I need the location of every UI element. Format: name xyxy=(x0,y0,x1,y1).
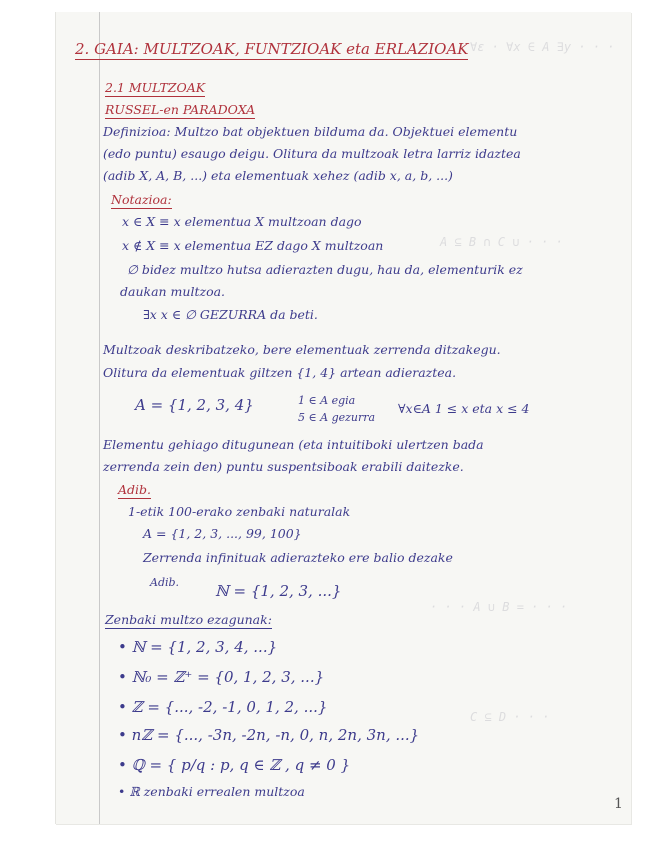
example-forall: ∀x∈A 1 ≤ x eta x ≤ 4 xyxy=(398,401,530,416)
notation-line: ∃x x ∈ ∅ GEZURRA da beti. xyxy=(143,307,318,322)
adib-label: Adib. xyxy=(150,576,180,589)
adib-line: A = {1, 2, 3, ..., 99, 100} xyxy=(143,526,302,541)
bleed-through: ∀ε · ∀x ∈ A ∃y · · · xyxy=(470,40,615,54)
page-title: 2. GAIA: MULTZOAK, FUNTZIOAK eta ERLAZIOAK xyxy=(75,40,469,58)
notation-line: x ∉ X ≡ x elementua EZ dago X multzoan xyxy=(122,238,384,253)
known-set: • ℚ = { p/q : p, q ∈ ℤ , q ≠ 0 } xyxy=(118,756,351,774)
known-set: • ℕ₀ = ℤ⁺ = {0, 1, 2, 3, ...} xyxy=(118,668,325,686)
adib-line: Zerrenda infinituak adierazteko ere balio dezake xyxy=(143,550,453,565)
describe-line: Olitura da elementuak giltzen {1, 4} artean adieraztea. xyxy=(103,365,457,380)
describe-line: Multzoak deskribatzeko, bere elementuak zerrenda ditzakegu. xyxy=(103,342,501,357)
section-title: 2.1 MULTZOAK xyxy=(105,80,206,95)
subsection-title: RUSSEL-en PARADOXA xyxy=(105,102,256,117)
page-mark: 1 xyxy=(614,796,623,812)
example-set: A = {1, 2, 3, 4} xyxy=(135,396,254,414)
bleed-through: C ⊆ D · · · xyxy=(470,710,550,724)
known-set: • ℝ zenbaki errealen multzoa xyxy=(118,784,305,799)
definition-line: (adib X, A, B, ...) eta elementuak xehez (adib x, a, b, ...) xyxy=(103,168,453,183)
notation-line: daukan multzoa. xyxy=(120,284,226,299)
more-line: zerrenda zein den) puntu suspentsiboak erabili daitezke. xyxy=(103,459,464,474)
bleed-through: · · · A ∪ B = · · · xyxy=(430,600,568,614)
adib-line: 1-etik 100-erako zenbaki naturalak xyxy=(128,504,351,519)
notation-line: x ∈ X ≡ x elementua X multzoan dago xyxy=(122,214,362,229)
definition-line: (edo puntu) esaugo deigu. Olitura da multzoak letra larriz idaztea xyxy=(103,146,521,161)
notation-line: ∅ bidez multzo hutsa adierazten dugu, hau da, elementurik ez xyxy=(127,262,523,277)
more-line: Elementu gehiago ditugunean (eta intuitiboki ulertzen bada xyxy=(103,437,484,452)
known-set: • ℤ = {..., -2, -1, 0, 1, 2, ...} xyxy=(118,698,328,716)
margin-line xyxy=(99,12,100,824)
adib-heading: Adib. xyxy=(118,482,152,497)
known-set: • nℤ = {..., -3n, -2n, -n, 0, n, 2n, 3n, ...} xyxy=(118,726,420,744)
bleed-through: A ⊆ B ∩ C ∪ · · · xyxy=(440,235,563,249)
adib-line: ℕ = {1, 2, 3, ...} xyxy=(215,582,342,600)
known-heading: Zenbaki multzo ezagunak: xyxy=(105,612,272,627)
definition-line: Definizioa: Multzo bat objektuen bilduma da. Objektuei elementu xyxy=(103,124,518,139)
example-false: 5 ∈ A gezurra xyxy=(298,411,376,424)
example-true: 1 ∈ A egia xyxy=(298,394,356,407)
known-set: • ℕ = {1, 2, 3, 4, ...} xyxy=(118,638,278,656)
notation-heading: Notazioa: xyxy=(111,192,172,207)
